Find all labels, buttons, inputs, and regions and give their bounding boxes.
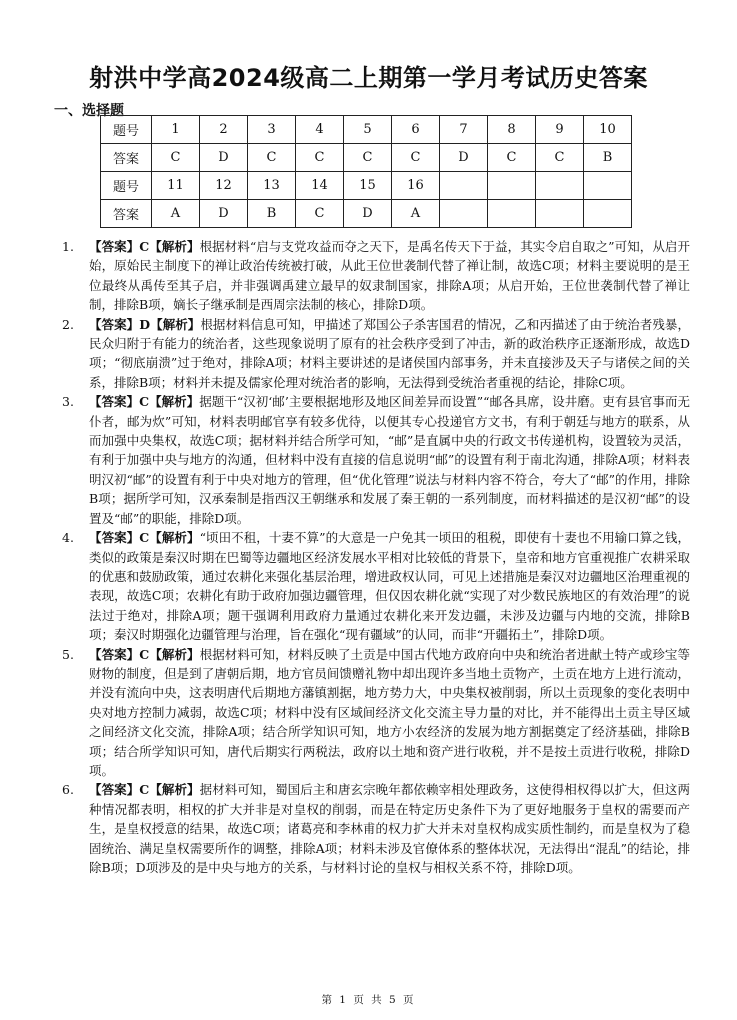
item-number: 1.	[62, 239, 74, 254]
table-cell: 3	[248, 116, 296, 144]
explanation-item	[62, 528, 690, 644]
item-number: 3.	[62, 394, 74, 410]
table-cell: 6	[392, 116, 440, 144]
table-cell: 9	[536, 116, 584, 144]
answer-tag: 【答案】C	[89, 530, 150, 546]
explanation-item	[62, 645, 690, 781]
analysis-tag: 【解析】	[150, 316, 201, 332]
table-cell	[440, 200, 488, 228]
table-cell: 13	[248, 172, 296, 200]
table-cell: 7	[440, 116, 488, 144]
explanation-text: 据材料可知，蜀国后主和唐玄宗晚年都依赖宰相处理政务，这使得相权得以扩大，但这两种情况都表明，相权的扩大并非是对皇权的削弱，而是在特定历史条件下为了更好地服务于皇权的需要而产生，是皇权授意的结果，故选C项；诸葛亮和李林甫的权力扩大并未对皇权构成实质性制约，而是皇权为了稳固统治、满足皇权需要所作的调整，排除A项；材料未涉及官僚体系的整体状况，无法得出“混乱”的结论，排除B项；D项涉及的是中央与地方的关系，与材料讨论的皇权与相权关系不符，排除D项。	[89, 782, 690, 875]
table-cell: 1	[152, 116, 200, 144]
table-cell: B	[248, 200, 296, 228]
explanation-item	[62, 392, 690, 528]
table-cell: B	[584, 144, 632, 172]
explanation-item	[62, 780, 690, 877]
explanation-text: “顷田不租，十妻不算”的大意是一户免其一顷田的租税，即使有十妻也不用输口算之钱，类似的政策是秦汉时期在巴蜀等边疆地区经济发展水平相对比较低的背景下，皇帝和地方官重视推广农耕采取的优惠和鼓励政策，通过农耕化来强化基层治理，增进政权认同，可见上述措施是秦汉对边疆地区治理重视的表现，故选C项；农耕化有助于政府加强边疆管理，但仅因农耕化就“实现了对少数民族地区的有效治理”的说法过于绝对，排除A项；题干强调利用政府力量通过农耕化来开发边疆，未涉及边疆与内地的交流，排除B项；秦汉时期强化边疆管理与治理，旨在强化“现有疆域”的认同，而非“开疆拓土”，排除D项。	[89, 530, 690, 643]
section-heading: 一、选择题	[54, 103, 124, 119]
table-cell: C	[296, 144, 344, 172]
analysis-tag: 【解析】	[149, 530, 200, 546]
explanation-item	[62, 237, 690, 315]
item-number: 6.	[62, 782, 74, 798]
table-cell: C	[296, 200, 344, 228]
item-number: 4.	[62, 530, 74, 546]
table-cell: C	[536, 144, 584, 172]
table-cell: C	[152, 144, 200, 172]
table-cell	[440, 172, 488, 200]
table-cell: 11	[152, 172, 200, 200]
answer-table	[100, 115, 632, 228]
explanation-text: 根据材料信息可知，甲描述了郑国公子杀害国君的情况，乙和丙描述了由于统治者残暴，民众归附于有能力的统治者，这些现象说明了原有的社会秩序受到了冲击，新的政治秩序正逐渐形成，故选D项；“彻底崩溃”过于绝对，排除A项；材料主要讲述的是诸侯国内部事务，并未直接涉及天子与诸侯之间的关系，排除B项；材料并未提及儒家伦理对统治者的影响，无法得到受统治者重视的结论，排除C项。	[89, 316, 690, 390]
explanation-text: 根据材料可知，材料反映了土贡是中国古代地方政府向中央和统治者进献土特产或珍宝等财物的制度，但是到了唐朝后期，地方官员间馈赠礼物中却出现许多当地土贡物产，土贡在地方上进行流动，并没有流向中央，这表明唐代后期地方藩镇割据，地方势力大，中央集权被削弱，所以土贡现象的变化表明中央对地方控制力减弱，故选C项；材料中没有区域间经济文化交流主导力量的对比，并不能得出土贡主导区域之间经济文化交流，排除A项；结合所学知识可知，地方小农经济的发展为地方割据奠定了经济基础，排除B项；结合所学知识可知，唐代后期实行两税法，政府以土地和资产进行收税，并不是按土贡进行收税，排除D项。	[89, 646, 690, 778]
explanation-text: 根据材料“启与支党攻益而夺之天下，是禹名传天下于益，其实令启自取之”可知，从启开始，原始民主制度下的禅让政治传统被打破，从此王位世袭制代替了禅让制，故选C项；材料主要说明的是王位最终从禹传至其子启，并非强调禹建立最早的奴隶制国家，排除A项；从启开始，王位世袭制代替了禅让制，排除B项，嫡长子继承制是西周宗法制的核心，排除D项。	[89, 239, 690, 313]
page-title: 射洪中学高2024级高二上期第一学月考试历史答案	[89, 64, 648, 92]
item-number: 2.	[62, 316, 74, 332]
table-cell: 4	[296, 116, 344, 144]
table-cell: A	[392, 200, 440, 228]
answer-tag: 【答案】D	[89, 316, 151, 332]
table-cell: D	[200, 144, 248, 172]
analysis-tag: 【解析】	[149, 782, 200, 798]
explanation-text: 据题干“汉初‘邮’主要根据地形及地区间差异而设置”“邮各具席，设井磨。吏有县官事而无仆者，邮为炊”可知，材料表明邮官享有较多优待，以便其专心投递官方文书，有利于朝廷与地方的联系，从而加强中央集权，故选C项；据材料并结合所学可知，“邮”是直属中央的行政文书传递机构，设置较为灵活，有利于加强中央与地方的沟通，但材料中没有直接的信息说明“邮”的设置有利于南北沟通，排除A项；材料表明汉初“邮”的设置有利于中央对地方的管理，但“优化管理”说法与材料内容不符合，夸大了“邮”的作用，排除B项；据所学可知，汉承秦制是指西汉王朝继承和发展了秦王朝的一系列制度，而材料描述的是汉初“邮”的设置及“邮”的职能，排除D项。	[89, 394, 691, 526]
page-footer: 第 1 页 共 5 页	[321, 994, 416, 1006]
table-cell: C	[488, 144, 536, 172]
table-cell: C	[392, 144, 440, 172]
analysis-tag: 【解析】	[149, 394, 200, 410]
answer-tag: 【答案】C	[89, 239, 150, 254]
table-cell: C	[248, 144, 296, 172]
answer-tag: 【答案】C	[89, 394, 150, 410]
item-number: 5.	[62, 646, 74, 662]
table-cell: 8	[488, 116, 536, 144]
answer-row	[101, 200, 632, 228]
explanations-list	[62, 237, 690, 877]
analysis-tag: 【解析】	[149, 239, 200, 254]
row-label: 答案	[101, 144, 152, 172]
table-cell	[536, 172, 584, 200]
answer-tag: 【答案】C	[89, 646, 150, 662]
table-cell	[488, 200, 536, 228]
table-cell	[536, 200, 584, 228]
row-label: 题号	[101, 172, 152, 200]
table-cell: D	[200, 200, 248, 228]
table-cell: 12	[200, 172, 248, 200]
question-number-row	[101, 172, 632, 200]
row-label: 题号	[101, 116, 152, 144]
table-cell: D	[344, 200, 392, 228]
answer-tag: 【答案】C	[89, 782, 150, 798]
table-cell: A	[152, 200, 200, 228]
table-cell: 10	[584, 116, 632, 144]
table-cell: 16	[392, 172, 440, 200]
table-cell: 15	[344, 172, 392, 200]
answer-row	[101, 144, 632, 172]
table-cell: C	[344, 144, 392, 172]
table-cell: D	[440, 144, 488, 172]
table-cell: 5	[344, 116, 392, 144]
table-cell: 14	[296, 172, 344, 200]
row-label: 答案	[101, 200, 152, 228]
question-number-row	[101, 116, 632, 144]
table-cell	[584, 200, 632, 228]
table-cell: 2	[200, 116, 248, 144]
analysis-tag: 【解析】	[149, 646, 200, 662]
explanation-item	[62, 315, 690, 393]
table-cell	[584, 172, 632, 200]
table-cell	[488, 172, 536, 200]
